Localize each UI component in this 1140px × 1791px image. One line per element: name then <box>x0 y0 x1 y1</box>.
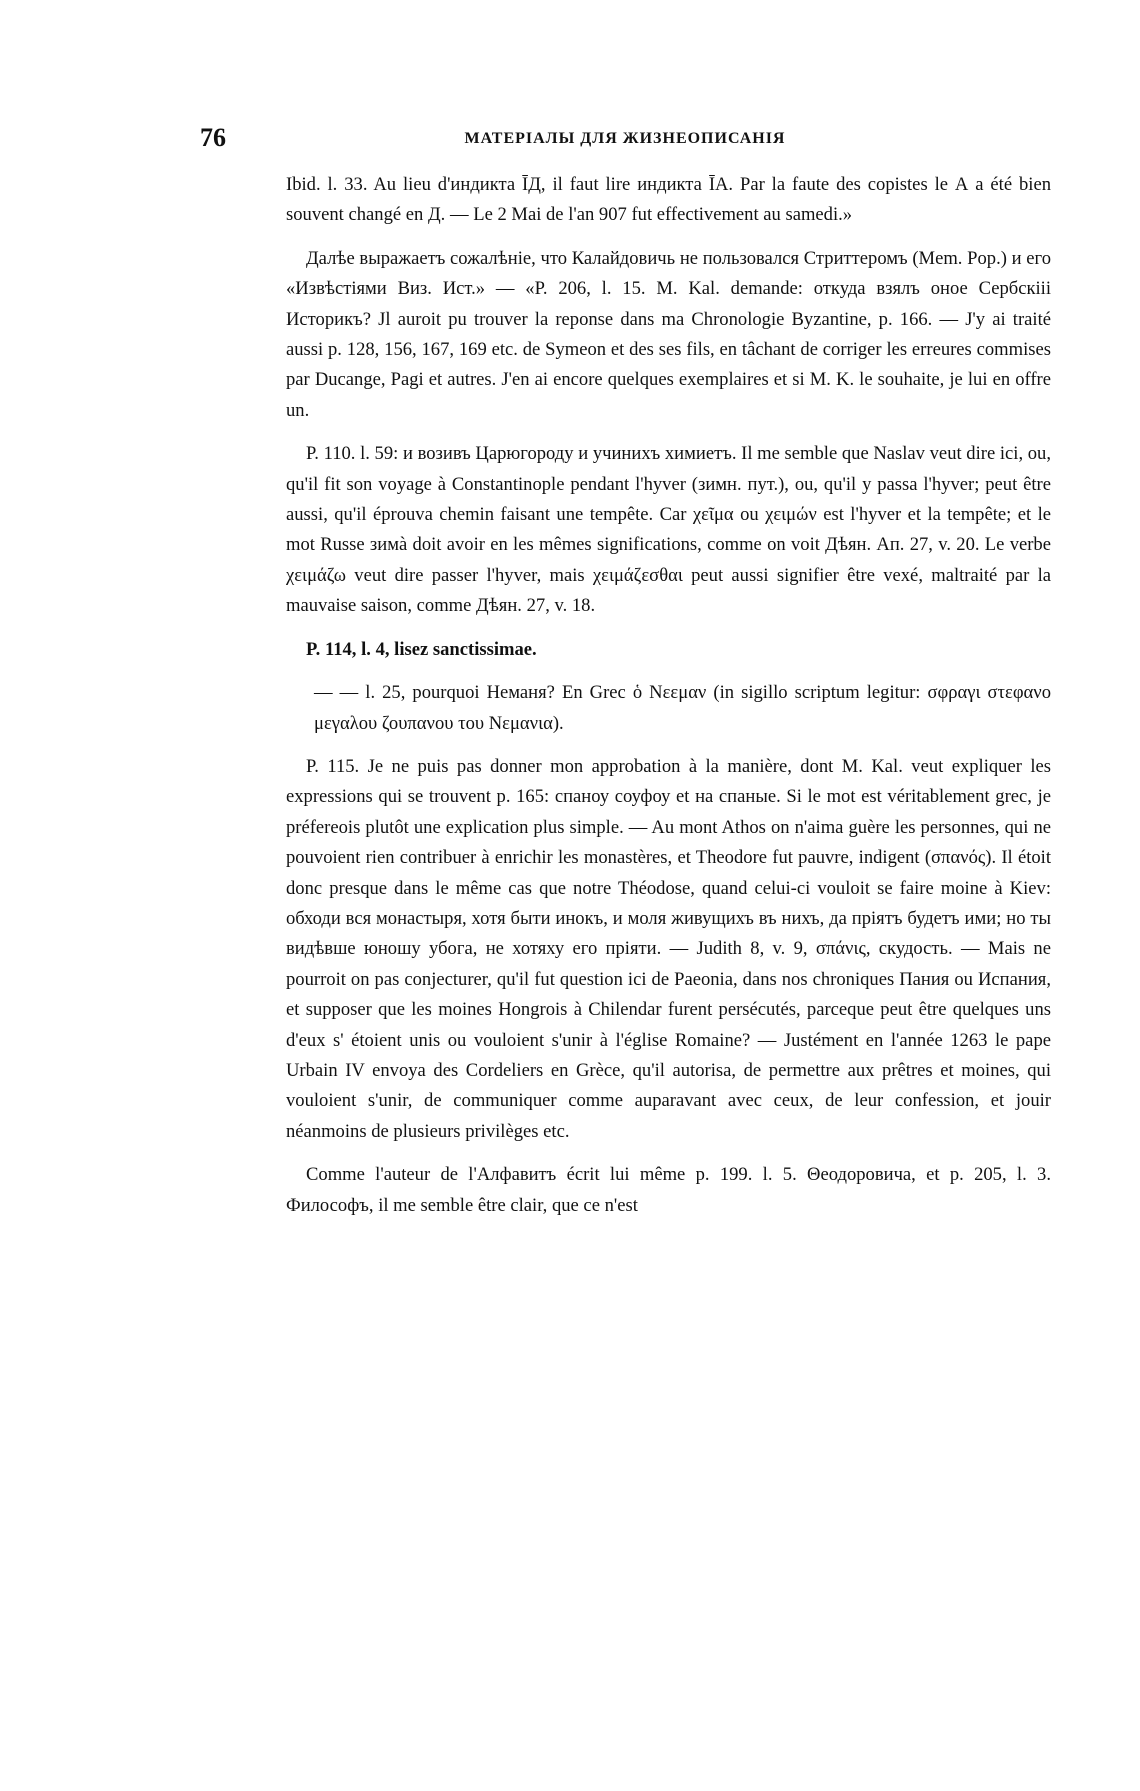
paragraph-ibid-note: Ibid. l. 33. Au lieu d'индикта ĪД, il faut lire индикта ĪА. Par la faute des copistes le А a été bien souvent changé en Д. — Le 2 Mai de l'an 907 fut effectivement au samedi.» <box>286 174 1051 226</box>
paragraph-nemanja-note: — — l. 25, pourquoi Неманя? En Grec ὁ Νεεμαν (in sigillo scriptum legitur: σφραγι στεφανο μεγαλου ζουπανου του Νεμανια). <box>314 682 1051 734</box>
paragraph-alphabet-note: Comme l'auteur de l'Алфавитъ écrit lui même p. 199. l. 5. Θеодоровича, et p. 205, l. 3. Философъ, il me semble être clair, que ce n'est <box>286 1164 1051 1216</box>
paragraph-striter-remark: Далѣе выражаетъ сожалѣніе, что Калайдовичь не пользовался Стриттеромъ (Mem. Pop.) и его «Извѣстіями Виз. Ист.» — «P. 206, l. 15. M. Kal. demande: откуда взялъ оное Сербскiii Историкъ? Jl auroit pu trouver la reponse dans ma Chronologie Byzantine, p. 166. — J'y ai traité aussi p. 128, 156, 167, 169 etc. de Symeon et des ses fils, en tâchant de corriger les erreures commises par Ducange, Pagi et autres. J'en ai encore quelques exemplaires et si M. K. le souhaite, je lui en offre un. <box>286 247 1051 421</box>
page-header <box>200 123 1050 153</box>
paragraph-p114-note: P. 114, l. 4, lisez sanctissimae. <box>306 638 537 660</box>
page-number: 76 <box>200 123 226 152</box>
body-text <box>286 170 1051 1221</box>
paragraph-p110-note: P. 110. l. 59: и возивъ Царюгороду и учиниxъ химиетъ. Il me semble que Naslav veut dire ici, ou, qu'il fit son voyage à Constantinople pendant l'hyver (зимн. пут.), ou, qu'il y passa l'hyver; peut être aussi, qu'il éprouva chemin faisant une tempête. Car χεῖμα ou χειμών est l'hyver et la tempête; et le mot Russe зимà doit avoir en les mêmes significations, comme on voit Дѣян. Ап. 27, v. 20. Le verbe χειμάζω veut dire passer l'hyver, mais χειμάζεσθαι peut aussi signifier être vexé, maltraité par la mauvaise saison, comme Дѣян. 27, v. 18. <box>286 443 1051 617</box>
running-title: МАТЕРІАЛЫ ДЛЯ ЖИЗНЕОПИСАНІЯ <box>464 130 786 147</box>
paragraph-p115-note: P. 115. Je ne puis pas donner mon approbation à la manière, dont M. Kal. veut expliquer les expressions qui se trouvent p. 165: спаноу соуфоу et на спаные. Si le mot est véritablement grec, je préfereois plutôt une explication plus simple. — Au mont Athos on n'aima guère les personnes, qui ne pouvoient rien contribuer à enrichir les monastères, et Theodore fut pauvre, indigent (σπανός). Il étoit donc presque dans le même cas que notre Théodose, quand celui-ci vouloit se faire moine à Kiev: обходи вся монастыря, хотя быти инокъ, и моля живущихъ въ нихъ, да прiятъ будетъ ими; но ты видѣвше юношу убога, не хотяху его прiяти. — Judith 8, v. 9, σπάνις, скудость. — Mais ne pourroit on pas conjecturer, qu'il fut question ici de Paeonia, dans nos chroniques Пания ou Испания, et supposer que les moines Hongrois à Chilendar furent persécutés, parceque peut être quelques uns d'eux s' étoient unis ou vouloient s'unir à l'église Romaine? — Justément en l'année 1263 le pape Urbain IV envoya des Cordeliers en Grèce, qu'il autorisa, de permettre aux prêtres et moines, qui vouloient s'unir, de communiquer comme auparavant avec ceux, de leur confession, et jouir néanmoins de plusieurs privilèges etc. <box>286 755 1051 1142</box>
